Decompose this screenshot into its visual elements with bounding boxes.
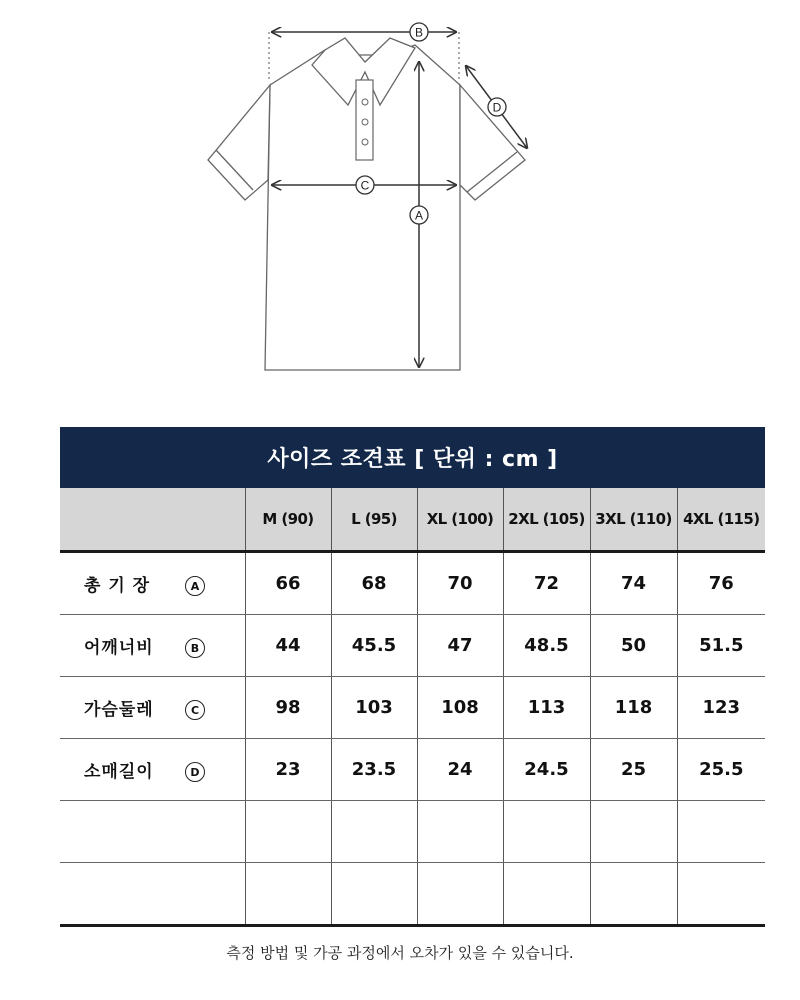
table-cell bbox=[503, 863, 590, 926]
header-blank bbox=[60, 488, 245, 552]
table-cell bbox=[503, 801, 590, 863]
header-size-2xl: 2XL (105) bbox=[503, 488, 590, 552]
size-header-row bbox=[60, 488, 765, 552]
table-row-empty bbox=[60, 863, 765, 926]
label-d-marker bbox=[488, 98, 506, 116]
table-cell: 44 bbox=[245, 615, 331, 677]
table-cell bbox=[417, 801, 503, 863]
placket bbox=[356, 80, 373, 160]
row-header bbox=[60, 801, 245, 863]
table-cell: 25 bbox=[590, 739, 677, 801]
size-chart-title: 사이즈 조견표 [ 단위 : cm ] bbox=[60, 427, 765, 488]
table-cell: 72 bbox=[503, 552, 590, 615]
table-row bbox=[60, 615, 765, 677]
table-cell: 76 bbox=[677, 552, 765, 615]
header-size-l: L (95) bbox=[331, 488, 417, 552]
table-cell bbox=[331, 863, 417, 926]
label-a-text: A bbox=[414, 208, 424, 223]
table-cell: 50 bbox=[590, 615, 677, 677]
header-size-4xl: 4XL (115) bbox=[677, 488, 765, 552]
table-cell bbox=[417, 863, 503, 926]
row-header bbox=[60, 677, 245, 739]
table-cell: 68 bbox=[331, 552, 417, 615]
label-c-text: C bbox=[360, 178, 370, 193]
header-size-3xl: 3XL (110) bbox=[590, 488, 677, 552]
table-cell: 118 bbox=[590, 677, 677, 739]
table-cell: 47 bbox=[417, 615, 503, 677]
table-cell: 24.5 bbox=[503, 739, 590, 801]
table-cell: 123 bbox=[677, 677, 765, 739]
table-cell: 113 bbox=[503, 677, 590, 739]
table-cell: 66 bbox=[245, 552, 331, 615]
table-row bbox=[60, 552, 765, 615]
table-cell bbox=[590, 801, 677, 863]
table-cell: 48.5 bbox=[503, 615, 590, 677]
left-sleeve-outline bbox=[208, 85, 270, 200]
table-cell: 23.5 bbox=[331, 739, 417, 801]
table-cell: 70 bbox=[417, 552, 503, 615]
table-cell: 45.5 bbox=[331, 615, 417, 677]
row-marker: D bbox=[185, 762, 205, 782]
label-b-marker bbox=[410, 23, 428, 41]
row-label: 총 기 장 bbox=[84, 576, 151, 596]
table-cell: 25.5 bbox=[677, 739, 765, 801]
row-label: 가슴둘레 bbox=[84, 700, 154, 720]
table-cell: 51.5 bbox=[677, 615, 765, 677]
table-cell: 108 bbox=[417, 677, 503, 739]
table-cell: 74 bbox=[590, 552, 677, 615]
label-a-marker bbox=[410, 206, 428, 224]
table-cell bbox=[245, 801, 331, 863]
table-cell: 103 bbox=[331, 677, 417, 739]
header-size-m: M (90) bbox=[245, 488, 331, 552]
row-marker: B bbox=[185, 638, 205, 658]
table-cell bbox=[677, 801, 765, 863]
row-marker: A bbox=[185, 576, 205, 596]
label-d-text: D bbox=[492, 100, 502, 115]
row-label: 소매길이 bbox=[84, 762, 154, 782]
table-cell: 23 bbox=[245, 739, 331, 801]
table-row-empty bbox=[60, 801, 765, 863]
label-c-marker bbox=[356, 176, 374, 194]
row-header bbox=[60, 615, 245, 677]
polo-shirt-illustration bbox=[0, 0, 800, 400]
row-header bbox=[60, 739, 245, 801]
table-cell bbox=[245, 863, 331, 926]
row-marker: C bbox=[185, 700, 205, 720]
table-row bbox=[60, 739, 765, 801]
row-header bbox=[60, 552, 245, 615]
table-cell: 24 bbox=[417, 739, 503, 801]
size-chart-table bbox=[60, 427, 765, 927]
table-cell bbox=[331, 801, 417, 863]
table-row bbox=[60, 677, 765, 739]
header-size-xl: XL (100) bbox=[417, 488, 503, 552]
measurement-disclaimer: 측정 방법 및 가공 과정에서 오차가 있을 수 있습니다. bbox=[226, 944, 574, 962]
row-header bbox=[60, 863, 245, 926]
table-cell bbox=[677, 863, 765, 926]
table-cell: 98 bbox=[245, 677, 331, 739]
shirt-measurement-diagram bbox=[0, 0, 800, 400]
label-b-text: B bbox=[414, 25, 424, 40]
table-cell bbox=[590, 863, 677, 926]
row-label: 어깨너비 bbox=[84, 638, 154, 658]
